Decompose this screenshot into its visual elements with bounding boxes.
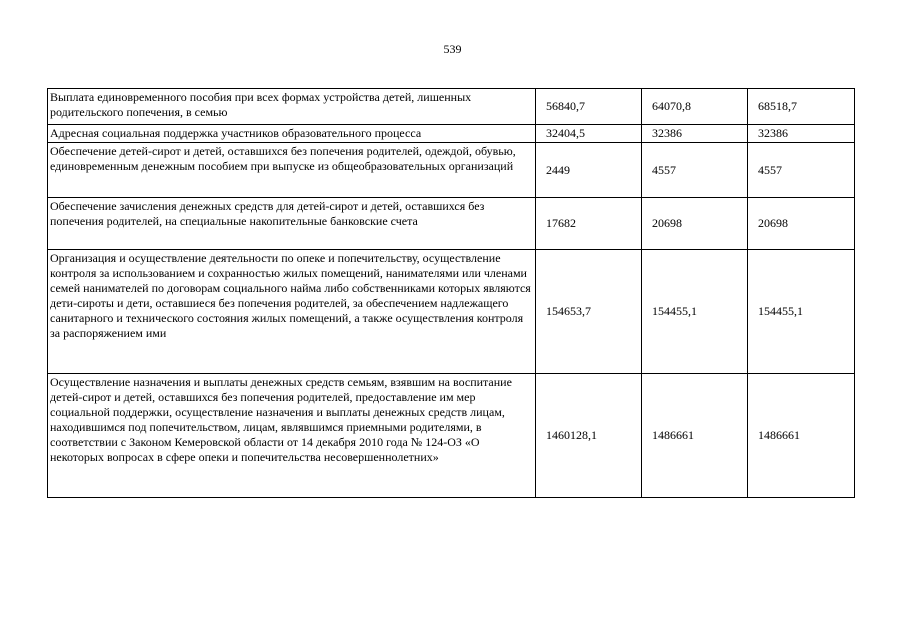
table-row	[48, 125, 855, 143]
table-row	[48, 143, 855, 198]
row-description: Осуществление назначения и выплаты денежных средств семьям, взявшим на воспитание детей-сирот и детей, оставшихся без попечения родителей, предоставление им мер социальной поддержки, осуществление назначения и выплаты денежных средств лицам, находившимся под попечительством, лицам, являвшимся приемными родителями, в соответствии с Законом Кемеровской области от 14 декабря 2010 года № 124-ОЗ «О некоторых вопросах в сфере опеки и попечительства несовершеннолетних»	[48, 374, 536, 498]
value-cell: 154455,1	[642, 250, 748, 374]
row-description: Обеспечение зачисления денежных средств для детей-сирот и детей, оставшихся без попечения родителей, на специальные накопительные банковские счета	[48, 198, 536, 250]
table-row	[48, 89, 855, 125]
table-row	[48, 198, 855, 250]
value-cell: 4557	[748, 143, 855, 198]
value-cell: 154455,1	[748, 250, 855, 374]
row-description: Адресная социальная поддержка участников образовательного процесса	[48, 125, 536, 143]
row-description: Организация и осуществление деятельности по опеке и попечительству, осуществление контроля за использованием и сохранностью жилых помещений, нанимателями или членами семей нанимателей по договорам социального найма либо собственниками которых являются дети-сироты и дети, оставшиеся без попечения родителей, за обеспечением надлежащего санитарного и технического состояния жилых помещений, а также осуществления контроля за распоряжением ими	[48, 250, 536, 374]
table-row	[48, 374, 855, 498]
value-cell: 17682	[536, 198, 642, 250]
value-cell: 32386	[748, 125, 855, 143]
value-cell: 56840,7	[536, 89, 642, 125]
value-cell: 1460128,1	[536, 374, 642, 498]
value-cell: 32386	[642, 125, 748, 143]
value-cell: 1486661	[642, 374, 748, 498]
value-cell: 20698	[642, 198, 748, 250]
value-cell: 4557	[642, 143, 748, 198]
row-description: Выплата единовременного пособия при всех формах устройства детей, лишенных родительского попечения, в семью	[48, 89, 536, 125]
value-cell: 68518,7	[748, 89, 855, 125]
value-cell: 64070,8	[642, 89, 748, 125]
budget-table	[47, 88, 855, 498]
value-cell: 32404,5	[536, 125, 642, 143]
table-row	[48, 250, 855, 374]
value-cell: 20698	[748, 198, 855, 250]
value-cell: 2449	[536, 143, 642, 198]
value-cell: 154653,7	[536, 250, 642, 374]
value-cell: 1486661	[748, 374, 855, 498]
row-description: Обеспечение детей-сирот и детей, оставшихся без попечения родителей, одеждой, обувью, единовременным денежным пособием при выпуске из общеобразовательных организаций	[48, 143, 536, 198]
page-number: 539	[443, 42, 462, 56]
